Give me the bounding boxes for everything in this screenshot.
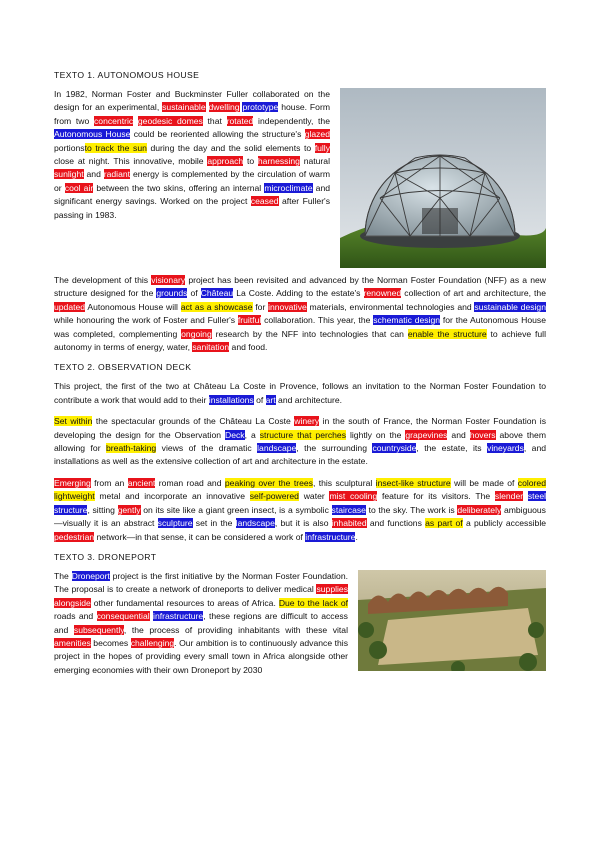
highlight-red: updated <box>54 301 86 312</box>
highlight-red: approach <box>207 156 244 167</box>
highlight-blue: infrastructure <box>153 611 204 622</box>
highlight-red: subsequently <box>73 624 124 635</box>
highlight-yellow: Due to the lack of <box>278 597 348 608</box>
highlight-blue: Château <box>200 288 234 299</box>
highlight-red: winery <box>294 416 320 427</box>
highlight-red: sanitation <box>192 342 230 353</box>
section2-paragraph3: Emerging from an ancient roman road and peaking over the trees, this sculptural insect-like structure will be made of colored lightweight metal and incorporate an innovative self-powered water mist cooling feature for its visitors. The slender steel structure, sitting gently on its site like a giant green insect, is a symbolic staircase to the sky. The work is deliberately ambiguous—visually it is an abstract sculpture set in the landscape, but it is also inhabited and functions as part of a publicly accessible pedestrian network—in that sense, it can be considered a work of infrastructure. <box>54 477 547 542</box>
highlight-blue: landscape <box>235 518 275 529</box>
highlight-red: visionary <box>151 275 186 285</box>
highlight-red: amenities <box>54 637 91 648</box>
highlight-red: concentric <box>94 115 134 126</box>
highlight-red: consequential <box>96 611 150 622</box>
highlight-blue: vineyards <box>487 443 524 454</box>
droneport-image <box>358 570 546 671</box>
highlight-yellow: structure that perches <box>259 429 347 440</box>
highlight-blue: grounds <box>156 288 188 299</box>
highlight-red: ceased <box>250 196 279 207</box>
highlight-blue: infrastructure <box>305 531 356 542</box>
section2-paragraph2: Set within the spectacular grounds of the Château La Coste winery in the south of France, the Norman Foster Foundation is developing the design for the Observation Deck, a structure that perches lightly on the grapevines and hovers above them allowing for breath-taking views of the dramatic landscape, the surrounding countryside, the estate, its vineyards, and installations as well as the extensive collection of art and architecture in the estate. <box>54 416 547 467</box>
highlight-red: grapevines <box>405 429 448 440</box>
highlight-yellow: breath-taking <box>106 443 157 454</box>
highlight-red: pedestrian <box>54 531 95 542</box>
highlight-red: fruitful <box>237 315 262 326</box>
highlight-red: sunlight <box>54 169 84 180</box>
highlight-yellow: as part of <box>425 518 463 529</box>
section2-paragraph1: This project, the first of the two at Château La Coste in Provence, follows an invitation to the Norman Foster Foundation to contribute a work that would add to their installations of art and architecture. <box>54 381 546 405</box>
section1-paragraph1: In 1982, Norman Foster and Buckminster Fuller collaborated on the design for an experimental, sustainable dwelling prototype house. Form from two concentric geodesic domes that rotated independently, the Autonomous House could be reoriented allowing the structure's glazed portionsto track the sun during the day and the solid elements to fully close at night. This innovative, mobile approach to harnessing natural sunlight and radiant energy is complemented by the circulation of warm or cool air between the two skins, offering an internal microclimate and significant energy savings. Worked on the project ceased after Fuller's passing in 1983. <box>54 89 331 220</box>
highlight-red: glazed <box>304 129 330 140</box>
highlight-blue: schematic design <box>373 315 441 326</box>
highlight-yellow: Set within <box>54 416 93 427</box>
highlight-blue: prototype <box>242 102 279 113</box>
highlight-yellow: enable the structure <box>407 328 487 339</box>
highlight-red: fully <box>314 142 330 153</box>
highlight-red: harnessing <box>257 156 300 167</box>
highlight-yellow: peaking over the trees <box>224 477 313 488</box>
section2-title: TEXTO 2. OBSERVATION DECK <box>54 362 192 373</box>
highlight-blue: Autonomous House <box>54 129 131 140</box>
highlight-blue: countryside <box>372 443 417 454</box>
section1-paragraph2: The development of this visionary project has been revisited and advanced by the Norman Foster Foundation (NFF) as a new structure designed for the grounds of Château La Coste. Adding to the estate's renowned collection of art and architecture, the updated Autonomous House will act as a showcase for innovative materials, environmental technologies and sustainable design while honouring the work of Foster and Fuller's fruitful collaboration. This year, the schematic design for the Autonomous House was completed, complementing ongoing research by the NFF into technologies that can enable the structure to achieve full autonomy in terms of energy, water, sanitation and food. <box>54 275 547 353</box>
section3-title: TEXTO 3. DRONEPORT <box>54 551 157 562</box>
highlight-red: supplies <box>316 584 348 595</box>
highlight-red: ongoing <box>181 328 212 339</box>
droneport-illustration <box>358 570 546 671</box>
highlight-blue: Droneport <box>71 570 110 581</box>
highlight-yellow: insect-like structure <box>375 477 451 488</box>
highlight-red: hovers <box>469 429 496 440</box>
autonomous-house-image <box>340 88 546 268</box>
highlight-blue: steel structure <box>54 491 547 515</box>
highlight-blue: landscape <box>257 443 297 454</box>
highlight-blue: sustainable design <box>474 301 546 312</box>
geodesic-dome-illustration <box>340 88 546 268</box>
highlight-blue: installations <box>208 394 254 405</box>
highlight-red: inhabited <box>331 518 367 529</box>
highlight-red: ancient <box>127 477 156 488</box>
highlight-yellow: to track the sun <box>84 142 147 153</box>
highlight-blue: sculpture <box>157 518 193 529</box>
highlight-red: geodesic domes <box>137 115 203 126</box>
highlight-blue: art <box>265 394 276 405</box>
highlight-blue: microclimate <box>264 182 313 193</box>
highlight-red: sustainable <box>162 102 206 113</box>
highlight-yellow: self-powered <box>249 491 299 502</box>
section1-title: TEXTO 1. AUTONOMOUS HOUSE <box>54 70 200 80</box>
section3-paragraph1: The Droneport project is the first initiative by the Norman Foster Foundation. The proposal is to create a network of droneports to deliver medical supplies alongside other fundamental resources to areas of Africa. Due to the lack of roads and consequential infrastructure, these regions are difficult to access and subsequently, the process of providing inhabitants with these vital amenities becomes challenging. Our ambition is to continuously advance this project in the hopes of providing every small town in Africa alongside other emerging economies with their own Droneport by 2030 <box>54 570 348 675</box>
highlight-yellow: colored lightweight <box>54 477 546 502</box>
highlight-red: alongside <box>54 597 91 608</box>
highlight-red: gently <box>117 504 141 515</box>
highlight-yellow: act as a showcase <box>180 301 253 312</box>
document-page <box>54 70 546 685</box>
highlight-blue: staircase <box>331 504 366 515</box>
highlight-red: radiant <box>103 169 131 180</box>
highlight-red: rotated <box>226 115 254 126</box>
highlight-red: innovative <box>268 301 307 312</box>
highlight-red: cool air <box>64 182 94 193</box>
highlight-red: challenging <box>130 637 175 648</box>
highlight-red: renowned <box>363 288 402 299</box>
highlight-red: slender <box>494 491 524 502</box>
highlight-blue: Deck <box>225 429 245 440</box>
highlight-red: dwelling <box>208 102 240 113</box>
highlight-red: mist cooling <box>329 491 378 502</box>
highlight-red: deliberately <box>457 504 502 515</box>
highlight-red: Emerging <box>54 477 91 488</box>
